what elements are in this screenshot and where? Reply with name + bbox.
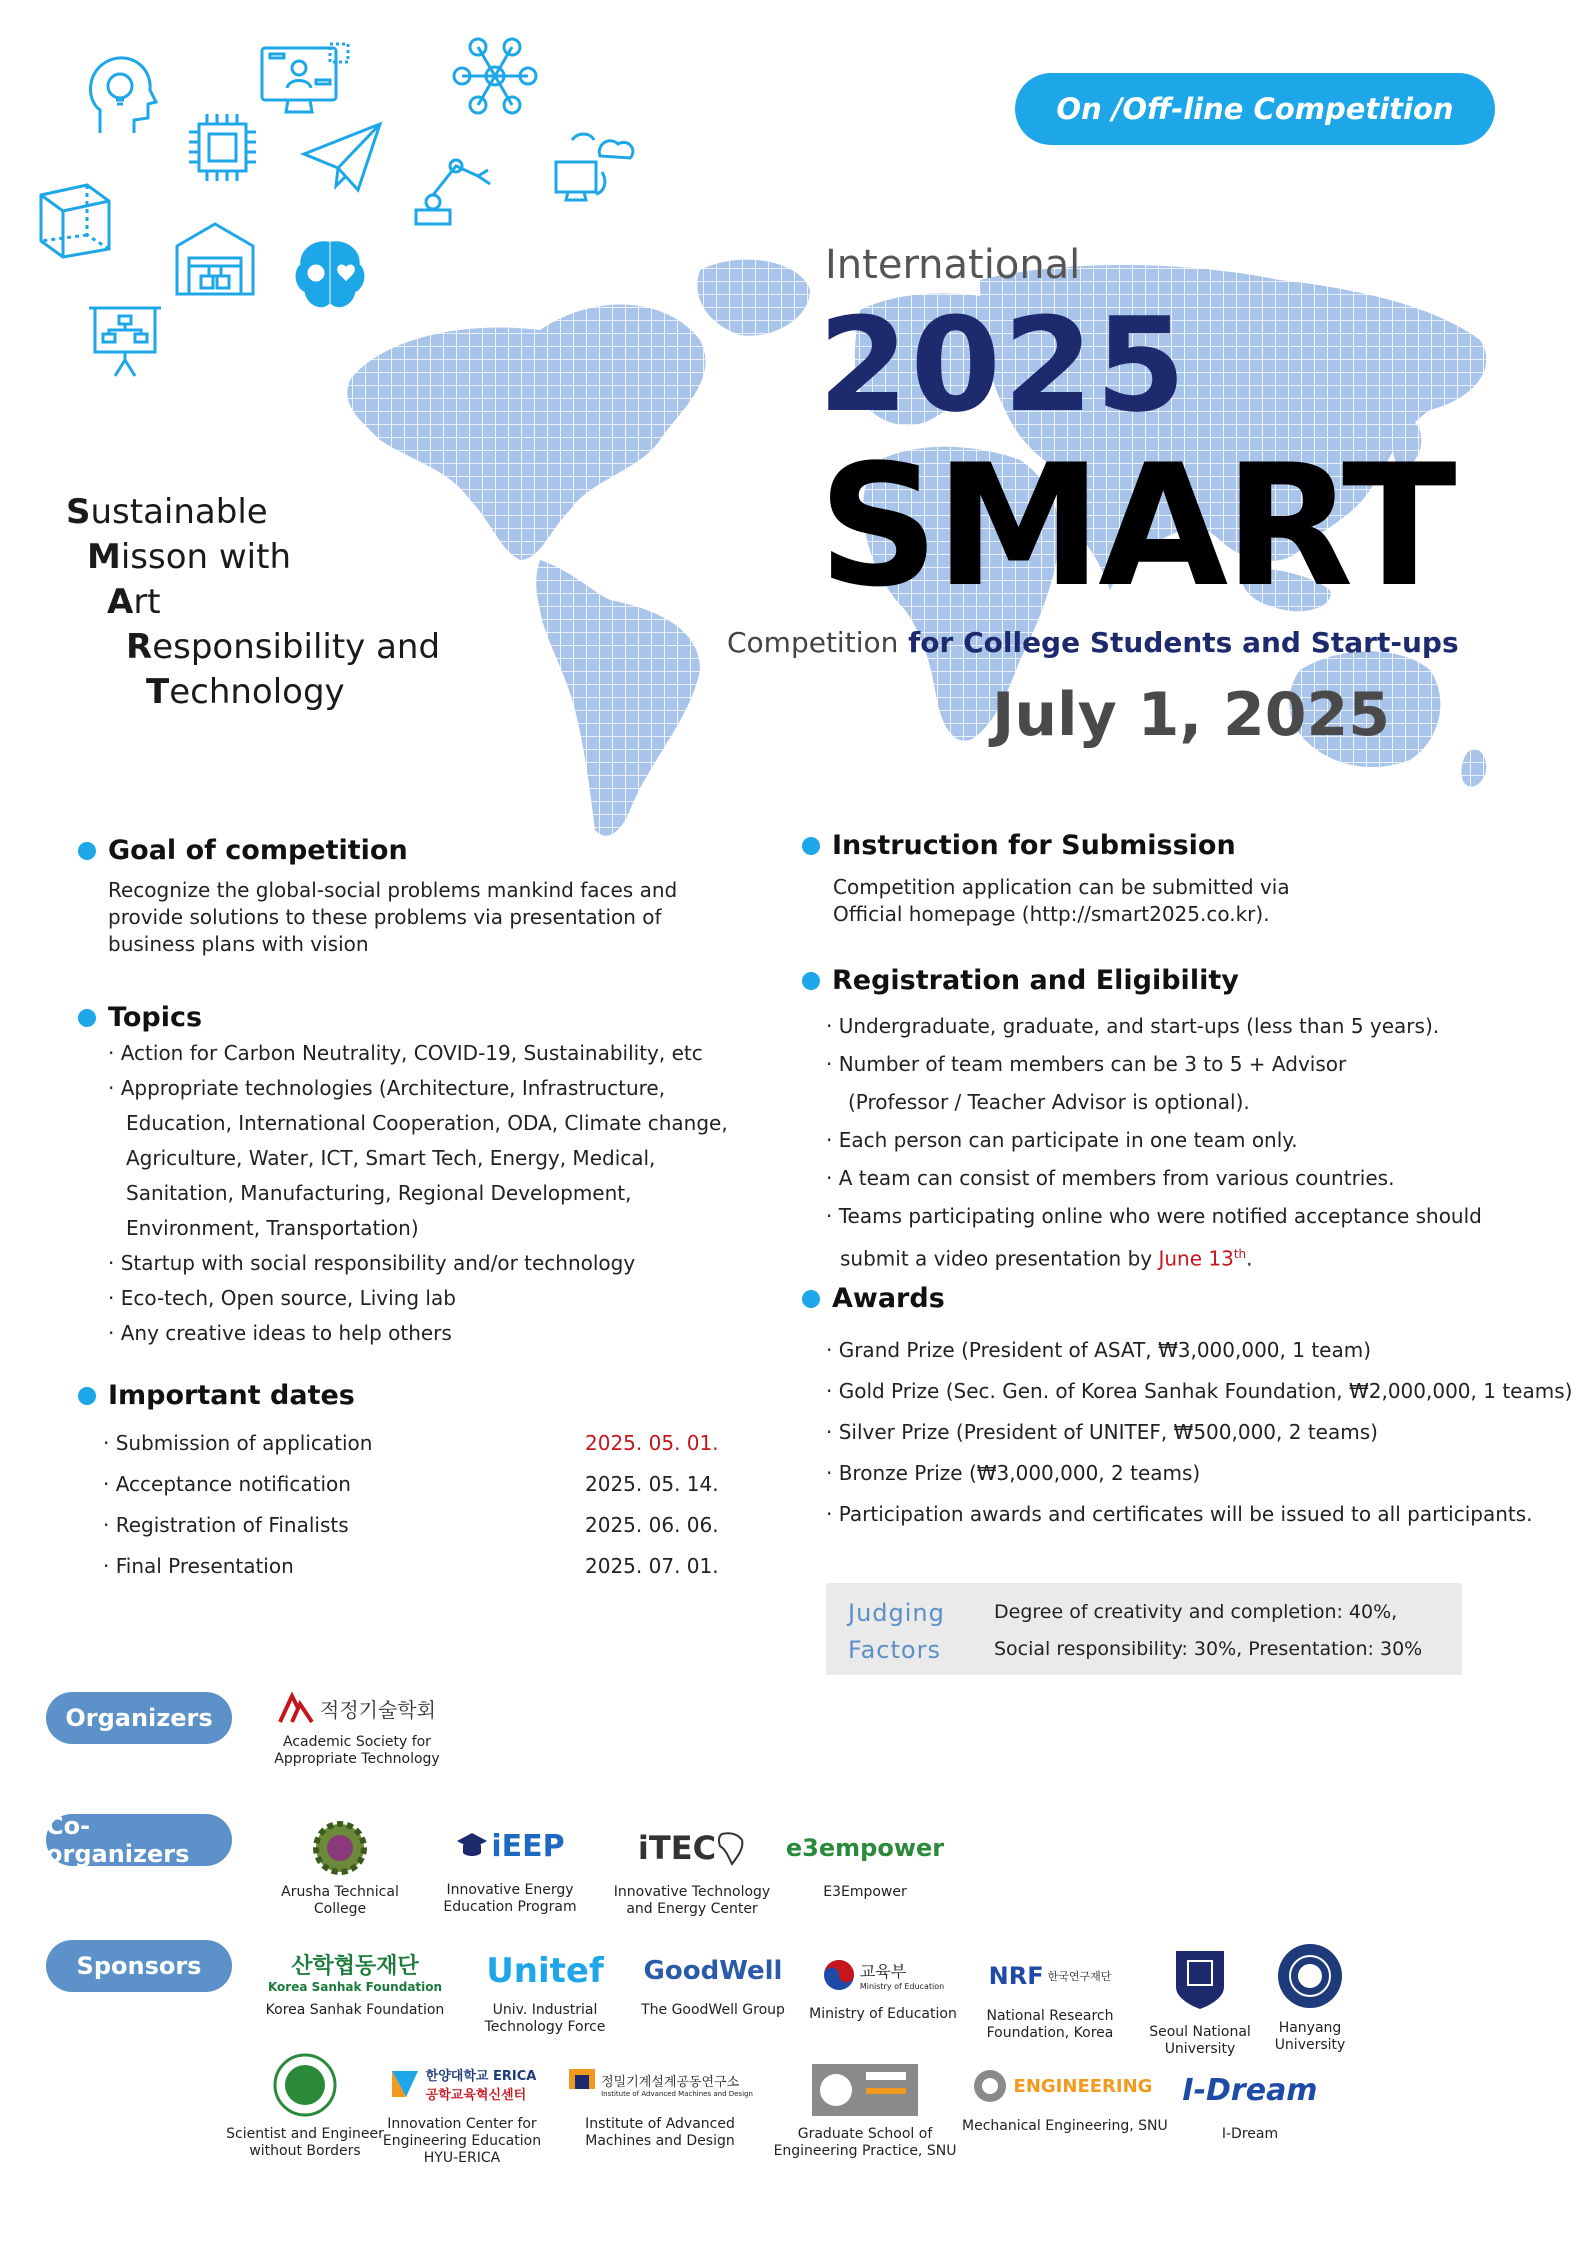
paper-plane-icon — [300, 120, 385, 195]
logo-snu-gsep: Graduate School of Engineering Practice, SNU — [770, 2060, 960, 2160]
topics-heading: Topics — [78, 1002, 202, 1033]
sponsors-label: Sponsors — [46, 1940, 232, 1992]
erica-mark-icon — [388, 2067, 422, 2101]
subtitle-suffix: for College Students and Start-ups — [898, 626, 1459, 659]
list-item: (Professor / Teacher Advisor is optional). — [848, 1090, 1250, 1114]
cube-icon — [35, 175, 115, 260]
list-item: · Bronze Prize (₩3,000,000, 2 teams) — [826, 1461, 1201, 1485]
presentation-board-icon — [85, 300, 165, 380]
map-greenland — [697, 260, 810, 336]
goal-text: Recognize the global-social problems mankind faces and provide solutions to these problems via presentation of business plans with vision — [108, 878, 678, 956]
bullet-dot — [802, 837, 820, 855]
list-item: Sanitation, Manufacturing, Regional Development, — [126, 1181, 632, 1205]
smart-acronym — [66, 490, 440, 715]
title-year: 2025 — [818, 289, 1188, 441]
judging-factors-box — [826, 1583, 1462, 1675]
bullet-dot — [78, 1009, 96, 1027]
competition-mode-badge: On /Off-line Competition — [1015, 73, 1495, 145]
acronym-line-a: Art — [107, 582, 161, 622]
seb-globe-icon — [272, 2052, 338, 2118]
snu-gsep-icon — [810, 2062, 920, 2118]
taegeuk-icon — [822, 1958, 856, 1992]
submission-text: Competition application can be submitted via Official homepage (http://smart2025.co.kr). — [833, 875, 1290, 926]
submission-heading: Instruction for Submission — [802, 830, 1236, 861]
list-item: · Silver Prize (President of UNITEF, ₩500,000, 2 teams) — [826, 1420, 1378, 1444]
logo-seb: Scientist and Engineer without Borders — [220, 2050, 390, 2160]
subtitle-prefix: Competition — [727, 626, 899, 659]
graduation-cap-icon — [455, 1831, 489, 1861]
monitor-user-icon — [258, 40, 353, 120]
map-new-zealand — [1461, 749, 1486, 787]
logo-e3empower: e3empower E3Empower — [785, 1834, 945, 1900]
hanyang-emblem-icon — [1275, 1941, 1345, 2011]
list-item: · Participation awards and certificates will be issued to all participants. — [826, 1502, 1533, 1526]
logo-hanyang: Hanyang University — [1260, 1938, 1360, 2054]
list-item: · Startup with social responsibility and/or technology — [108, 1251, 636, 1275]
acronym-line-s: Sustainable — [66, 492, 268, 532]
africa-outline-icon — [716, 1830, 746, 1866]
chip-icon — [185, 110, 260, 185]
logo-asat: 적정기술학회 Academic Society for Appropriate Technology — [272, 1688, 442, 1768]
table-row: · Registration of Finalists 2025. 06. 06. — [103, 1512, 719, 1537]
bullet-dot — [802, 972, 820, 990]
title-smart: SMART — [818, 428, 1453, 624]
list-item: · Appropriate technologies (Architecture, Infrastructure, — [108, 1076, 666, 1100]
logo-itec: iTEC Innovative Technology and Energy Center — [613, 1829, 771, 1917]
logo-ieep: iEEP Innovative Energy Education Program — [443, 1828, 577, 1915]
awards-list — [826, 1330, 1572, 1535]
list-item: · A team can consist of members from various countries. — [826, 1166, 1395, 1190]
arusha-gear-icon — [311, 1819, 369, 1877]
dates-heading: Important dates — [78, 1380, 355, 1411]
list-item: submit a video presentation by June 13th. — [840, 1246, 1253, 1271]
title-competition-subtitle — [727, 626, 1459, 659]
snu-me-emblem-icon — [972, 2068, 1008, 2104]
logo-iamd: 정밀기계설계공동연구소 Institute of Advanced Machines and Design Institute of Advanced Machines and Design — [565, 2058, 755, 2150]
logo-hyu-erica: 한양대학교 ERICA 공학교육혁신센터 Innovation Center for Engineering Education HYU-ERICA — [382, 2069, 542, 2166]
asat-logo-icon — [278, 1692, 314, 1724]
bullet-dot — [802, 1290, 820, 1308]
table-row: · Acceptance notification 2025. 05. 14. — [103, 1471, 719, 1496]
list-item: Environment, Transportation) — [126, 1216, 419, 1240]
topics-list — [108, 1036, 728, 1351]
table-row: · Final Presentation 2025. 07. 01. — [103, 1553, 719, 1578]
list-item: · Number of team members can be 3 to 5 + Advisor — [826, 1052, 1347, 1076]
list-item: · Eco-tech, Open source, Living lab — [108, 1286, 456, 1310]
warehouse-icon — [173, 218, 258, 298]
logo-ministry-education: 교육부 Ministry of Education Ministry of Education — [808, 1950, 958, 2023]
eligibility-heading: Registration and Eligibility — [802, 965, 1239, 996]
table-row: · Submission of application 2025. 05. 01. — [103, 1430, 719, 1455]
list-item: · Undergraduate, graduate, and start-ups (less than 5 years). — [826, 1014, 1440, 1038]
list-item: · Grand Prize (President of ASAT, ₩3,000,000, 1 team) — [826, 1338, 1372, 1362]
list-item: · Teams participating online who were notified acceptance should — [826, 1204, 1482, 1228]
list-item: · Gold Prize (Sec. Gen. of Korea Sanhak Foundation, ₩2,000,000, 1 teams) — [826, 1379, 1573, 1403]
important-dates-table — [103, 1422, 719, 1586]
eligibility-list — [826, 1007, 1482, 1278]
list-item: Education, International Cooperation, ODA, Climate change, — [126, 1111, 728, 1135]
logo-nrf: NRF 한국연구재단 National Research Foundation, Korea — [986, 1962, 1114, 2041]
title-international: International — [825, 242, 1081, 288]
bullet-dot — [78, 842, 96, 860]
map-south-america — [536, 560, 700, 836]
acronym-line-r: Responsibility and — [126, 627, 441, 667]
list-item: Agriculture, Water, ICT, Smart Tech, Energy, Medical, — [126, 1146, 656, 1170]
iamd-mark-icon — [567, 2067, 597, 2101]
coorganizers-label: Co-organizers — [46, 1814, 232, 1866]
logo-korea-sanhak: 산학협동재단 Korea Sanhak Foundation Korea Sanhak Foundation — [265, 1953, 445, 2018]
judging-title: Judging Factors — [848, 1599, 945, 1664]
list-item: · Any creative ideas to help others — [108, 1321, 452, 1345]
logo-snu-me: ENGINEERING Mechanical Engineering, SNU — [962, 2060, 1162, 2135]
judging-values: Degree of creativity and completion: 40%, Social responsibility: 30%, Presentation: 30% — [994, 1601, 1423, 1660]
cloud-computer-icon — [550, 122, 640, 207]
awards-heading: Awards — [802, 1283, 945, 1314]
acronym-line-t: Technology — [146, 672, 345, 712]
network-people-icon — [450, 35, 540, 117]
logo-arusha: Arusha Technical College — [275, 1818, 405, 1918]
snu-emblem-icon — [1172, 1947, 1228, 2013]
bullet-dot — [78, 1387, 96, 1405]
list-item: · Action for Carbon Neutrality, COVID-19, Sustainability, etc — [108, 1041, 703, 1065]
event-date: July 1, 2025 — [992, 680, 1391, 750]
goal-heading: Goal of competition — [78, 835, 408, 866]
acronym-line-m: Misson with — [87, 537, 292, 577]
head-lightbulb-icon — [80, 48, 160, 138]
logo-i-dream: I-Dream I-Dream — [1182, 2072, 1318, 2142]
logo-goodwell: GoodWell The GoodWell Group — [641, 1956, 785, 2018]
logo-snu: Seoul National University — [1145, 1942, 1255, 2058]
organizers-label: Organizers — [46, 1692, 232, 1744]
list-item: · Each person can participate in one team only. — [826, 1128, 1298, 1152]
logo-unitef: Unitef Univ. Industrial Technology Force — [484, 1951, 606, 2035]
robot-arm-icon — [410, 150, 500, 230]
